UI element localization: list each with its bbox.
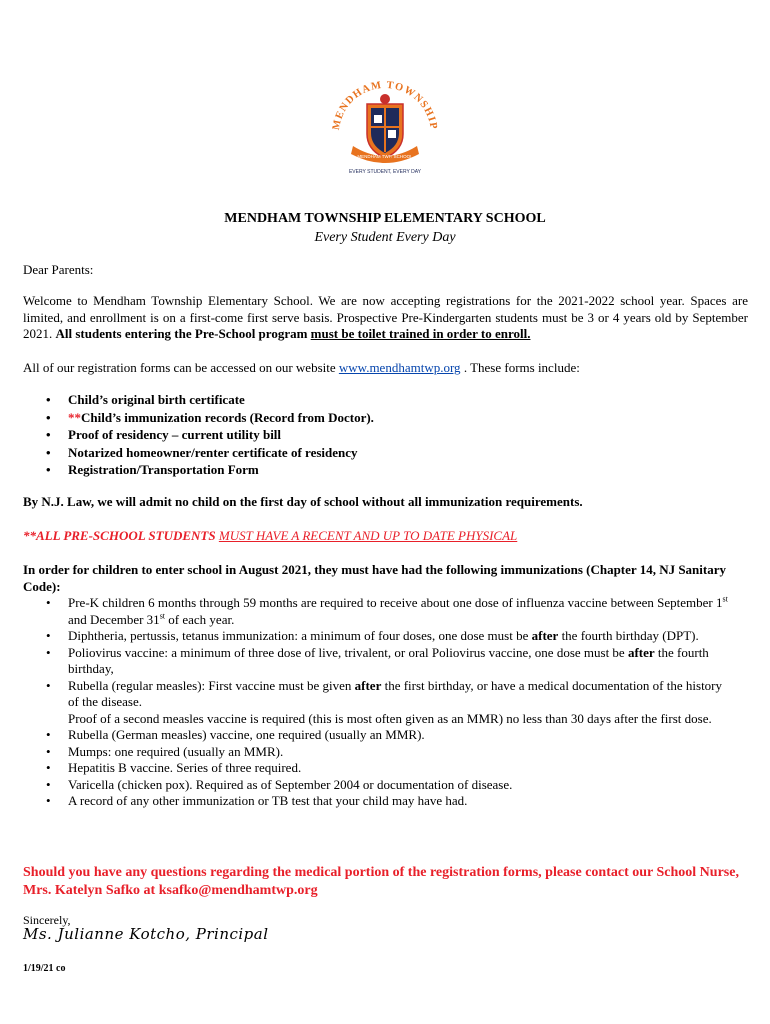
form-item-text: Registration/Transportation Form [68,462,259,477]
list-item [23,760,733,777]
list-item [23,628,733,645]
list-item [23,595,733,628]
list-item [23,410,723,428]
closing-sincerely: Sincerely, [23,913,71,927]
school-crest-logo [325,72,445,176]
logo-arc-text: MENDHAM TOWNSHIP [330,79,439,131]
list-item [23,727,733,744]
school-motto: Every Student Every Day [314,230,456,245]
list-item [23,678,733,728]
form-item-text: Proof of residency – current utility bill [68,427,282,442]
intro-text: Welcome to Mendham Township Elementary School. We are now accepting registrations for the 2021-2022 school year. Spaces are limited, and enrollment is on a first-come first serve basis. Prospective Pre-Kindergarten students must be 3 or 4 years old by September 2021. [23,293,748,341]
list-item [23,427,723,445]
list-item [23,645,733,678]
list-item [23,462,723,480]
form-item-text: Notarized homeowner/renter certificate of residency [68,444,358,460]
intro-toilet-trained-text: must be toilet trained in order to enroll. [310,326,531,341]
imm-text: Diphtheria, pertussis, tetanus immunization: a minimum of four doses, one dose must be [68,628,532,643]
immunization-list [23,595,733,810]
imm-text: Hepatitis B vaccine. Series of three required. [68,760,302,775]
list-item [23,793,733,810]
forms-intro-after: . These forms include: [460,360,580,375]
logo-banner-text: MENDHAM TWP. SCHOOL [357,154,413,159]
imm-text: the fourth birthday, [68,644,709,676]
salutation: Dear Parents: [23,262,94,277]
principal-signature: Ms. Julianne Kotcho, Principal [23,925,269,943]
imm-sup: st [722,594,728,604]
imm-bold: after [531,628,559,643]
list-item [23,777,733,794]
imm-text: the first birthday, or have a medical documentation of the history of the disease. [68,677,723,709]
imm-bold: after [354,677,382,693]
list-item [23,744,733,761]
intro-bold-text: All students entering the Pre-School program [55,326,311,341]
nj-law-statement: By N.J. Law, we will admit no child on the first day of school without all immunization requirements. [23,494,583,509]
list-item [23,392,723,410]
school-nurse-contact: Should you have any questions regarding the medical portion of the registration forms, please contact our School Nurse, Mrs. Katelyn Safko at ksafko@mendhamtwp.org [23,865,739,898]
physical-underlined: MUST HAVE A RECENT AND UP TO DATE PHYSICAL [218,528,518,543]
school-name-heading: MENDHAM TOWNSHIP ELEMENTARY SCHOOL [224,211,546,226]
forms-intro-before: All of our registration forms can be accessed on our website [23,360,339,375]
imm-text: of each year. [165,611,235,627]
document-date: 1/19/21 co [23,963,66,974]
immunization-requirement-intro: In order for children to enter school in August 2021, they must have had the following immunizations (Chapter 14, NJ Sanitary Code): [23,562,727,594]
form-item-text: Child’s immunization records (Record from Doctor). [81,409,374,425]
intro-paragraph [23,293,748,343]
imm-text: A record of any other immunization or TB test that your child may have had. [68,793,468,808]
logo-small-motto: EVERY STUDENT, EVERY DAY [348,169,422,175]
imm-text: Rubella (German measles) vaccine, one required (usually an MMR). [68,727,425,742]
forms-intro-paragraph [23,360,748,377]
required-forms-list [23,392,723,480]
imm-text: Mumps: one required (usually an MMR). [68,743,284,759]
imm-text: Poliovirus vaccine: a minimum of three dose of live, trivalent, or oral Poliovirus vaccine, one dose must be [68,644,628,660]
list-item [23,445,723,463]
imm-text: and December 31 [68,611,160,627]
imm-text: Pre-K children 6 months through 59 months are required to receive about one dose of influenza vaccine between September 1 [68,595,723,610]
physical-requirement-notice [23,528,748,545]
imm-text: Varicella (chicken pox). Required as of September 2004 or documentation of disease. [68,776,513,792]
imm-text: Proof of a second measles vaccine is required (this is most often given as an MMR) no less than 30 days after the first dose. [68,710,712,726]
imm-bold: after [627,644,655,660]
imm-text: Rubella (regular measles): First vaccine must be given [68,677,355,693]
website-link[interactable]: www.mendhamtwp.org [338,360,461,375]
form-item-prefix: ** [68,409,81,425]
physical-prefix: **ALL PRE-SCHOOL STUDENTS [23,528,219,543]
imm-text: the fourth birthday (DPT). [558,628,699,643]
imm-sup: st [159,611,166,621]
form-item-text: Child’s original birth certificate [68,392,245,407]
